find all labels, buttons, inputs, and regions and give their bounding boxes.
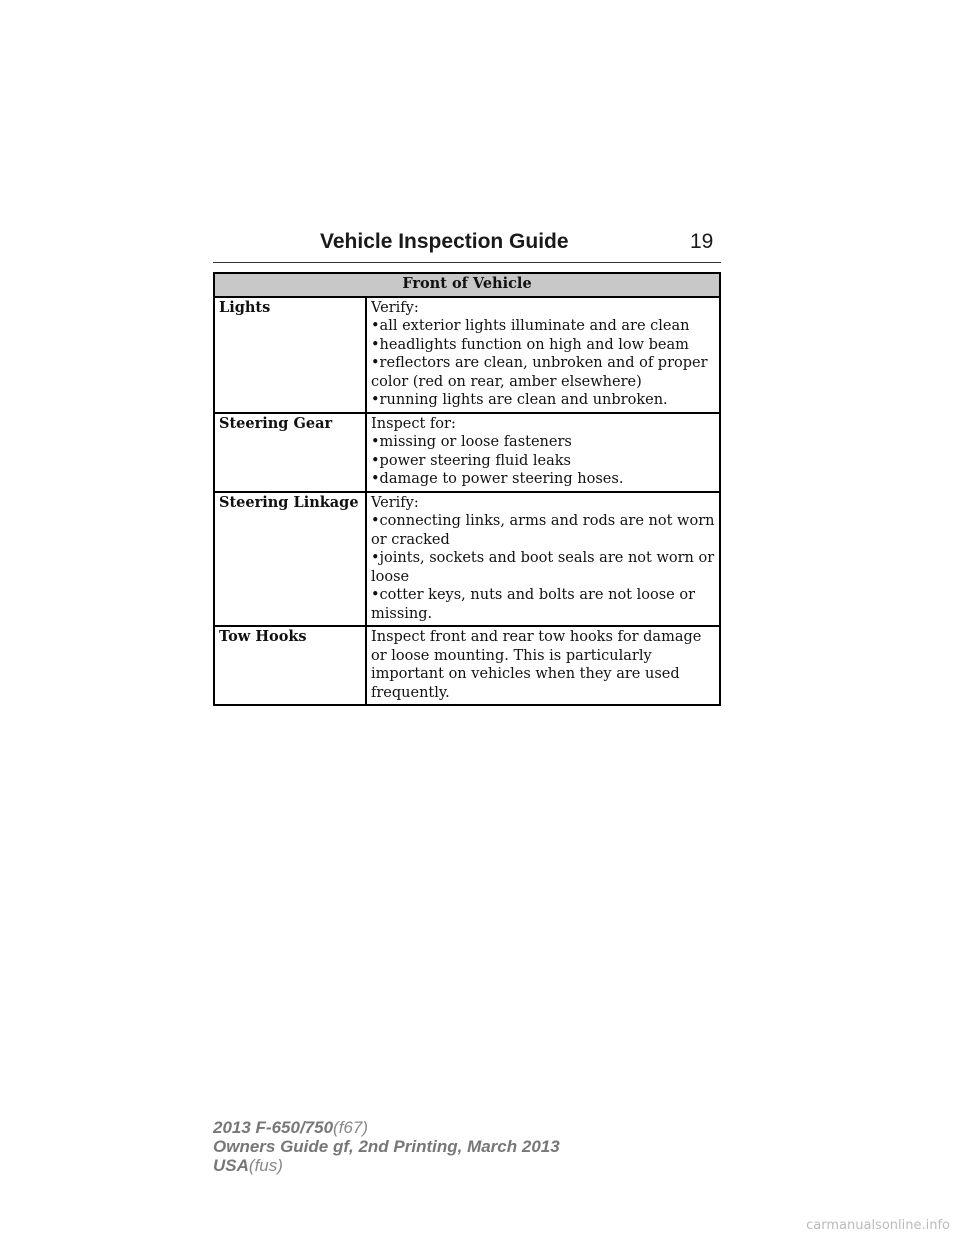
table-row: [214, 492, 720, 627]
footer-model-code: (f67): [333, 1118, 369, 1137]
content-line: •all exterior lights illuminate and are clean: [371, 318, 690, 334]
table-row: [214, 297, 720, 413]
table-heading: Front of Vehicle: [214, 273, 720, 297]
content-line: •headlights function on high and low beam: [371, 336, 689, 353]
row-content-steering-gear: [366, 413, 720, 492]
row-content-tow-hooks: [366, 626, 720, 705]
footer-guide: Owners Guide gf, 2nd Printing, March 2013: [213, 1137, 560, 1156]
content-line: •connecting links, arms and rods are not worn or cracked: [371, 513, 715, 548]
content-line: •cotter keys, nuts and bolts are not loose or missing.: [371, 587, 696, 622]
page-number: 19: [690, 230, 714, 253]
table-row: [214, 413, 720, 492]
footer-model-line: [213, 1118, 560, 1137]
watermark: carmanualsonline.info: [806, 1218, 950, 1233]
footer: [213, 1118, 560, 1175]
footer-region-line: [213, 1156, 560, 1175]
table-row: [214, 626, 720, 705]
row-label-tow-hooks: Tow Hooks: [214, 626, 366, 705]
content-line: •running lights are clean and unbroken.: [371, 392, 668, 408]
content-line: Verify:: [371, 494, 419, 511]
content-line: Inspect for:: [371, 415, 456, 432]
content-line: •power steering fluid leaks: [371, 452, 571, 469]
row-content-steering-linkage: [366, 492, 720, 627]
row-label-steering-gear: Steering Gear: [214, 413, 366, 492]
header-divider: [213, 262, 721, 263]
footer-model: 2013 F-650/750: [213, 1118, 334, 1137]
content-line: •damage to power steering hoses.: [371, 471, 624, 487]
row-content-lights: [366, 297, 720, 413]
footer-region: USA: [213, 1156, 249, 1175]
footer-guide-line: [213, 1137, 560, 1156]
content-line: Inspect front and rear tow hooks for damage or loose mounting. This is particularly important on vehicles when they are used frequently.: [371, 629, 702, 701]
content-line: •missing or loose fasteners: [371, 434, 572, 450]
row-label-steering-linkage: Steering Linkage: [214, 492, 366, 627]
footer-region-code: (fus): [248, 1156, 283, 1175]
content-line: •reflectors are clean, unbroken and of proper color (red on rear, amber elsewhere): [371, 355, 708, 390]
content-line: Verify:: [371, 299, 419, 316]
content-line: •joints, sockets and boot seals are not worn or loose: [371, 550, 715, 585]
row-label-lights: Lights: [214, 297, 366, 413]
page-title: Vehicle Inspection Guide: [320, 230, 569, 253]
inspection-table: [213, 272, 721, 706]
